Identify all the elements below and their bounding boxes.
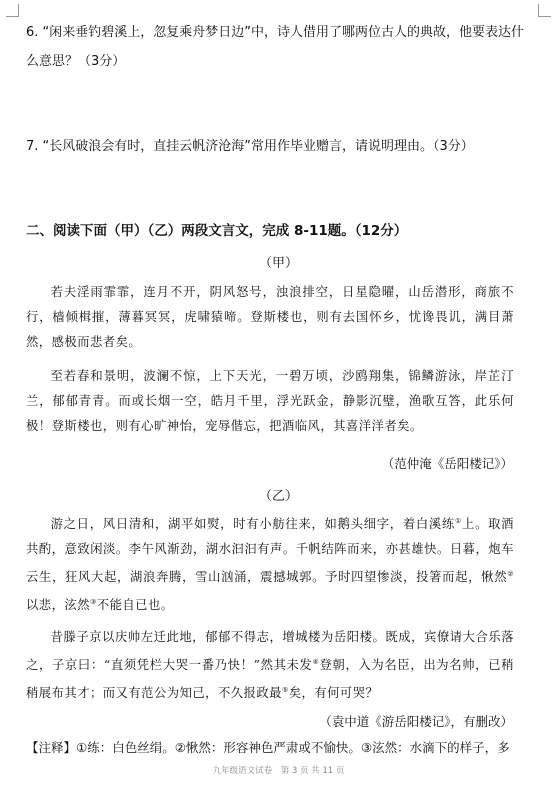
page-footer: 九年级语文试卷 第 3 页 共 11 页 — [212, 766, 345, 776]
yi-p2-text-c: 矣，有何可哭？ — [288, 686, 379, 701]
passage-yi-label: （乙） — [258, 489, 298, 504]
crop-mark-top-right — [538, 4, 551, 17]
passage-yi-paragraph-2 — [26, 625, 514, 706]
passage-yi-paragraph-1 — [26, 509, 514, 618]
passage-jia-label: （甲） — [258, 256, 298, 271]
yi-p1-text-b: 上。取酒共酌，意致闲淡。李午风渐劲，湖水汩汩有声。千帆结阵而来，亦甚雄快。日暮，炮车云生，狂风大起，湖浪奔腾，雪山汹涌，震撼城郭。予时四望惨淡，投箸而起，愀然 — [26, 517, 514, 585]
question-6: 6. “闲来垂钓碧溪上，忽复乘舟梦日边”中，诗人借用了哪两位古人的典故，他要表达什么意思？（3分） — [26, 25, 525, 69]
passage-yi-source: （袁中道《游岳阳楼记》，有删改） — [319, 714, 513, 729]
yi-p1-text-a: 游之日，风日清和，湖平如熨，时有小舫往来，如鹅头细字，着白溪练 — [50, 517, 456, 532]
annotations: 【注释】①练：白色丝绢。②愀然：形容神色严肃或不愉快。③泫然：水滴下的样子，多 — [26, 740, 510, 755]
footnote-marker-2: ② — [507, 570, 514, 579]
passage-jia-paragraph-2: 至若春和景明，波澜不惊，上下天光，一碧万顷，沙鸥翔集，锦鳞游泳，岸芷汀兰，郁郁青青。而或长烟一空，皓月千里，浮光跃金，静影沉璧，渔歌互答，此乐何极！登斯楼也，则有心旷神怡，宠辱偕忘，把酒临风，其喜洋洋者矣。 — [26, 369, 514, 433]
footnote-marker-4: ④ — [312, 658, 320, 666]
footnote-marker-3: ③ — [90, 598, 97, 607]
section-2-heading: 二、阅读下面（甲）（乙）两段文言文，完成 8-11题。（12分） — [26, 223, 408, 239]
passage-jia-paragraph-1: 若夫淫雨霏霏，连月不开，阴风怒号，浊浪排空，日星隐曜，山岳潜形，商旅不行，樯倾楫摧，薄暮冥冥，虎啸猿啼。登斯楼也，则有去国怀乡，忧谗畏讥，满目萧然，感极而悲者矣。 — [26, 285, 514, 349]
crop-mark-top-left — [6, 4, 19, 17]
passage-jia-source: （范仲淹《岳阳楼记》） — [381, 456, 513, 471]
yi-p1-text-d: 不能自已也。 — [96, 598, 174, 613]
footnote-marker-1: ① — [455, 517, 463, 525]
question-7: 7. “长风破浪会有时，直挂云帆济沧海”常用作毕业赠言，请说明理由。（3分） — [26, 139, 474, 154]
yi-p1-text-c: 以悲，泫然 — [26, 598, 90, 613]
footnote-marker-5: ⑤ — [281, 686, 289, 695]
yi-p2-text-b: 登朝，入为名臣，出为名帅，已稍稍展布其才；而又有范公为知己，不久报政最 — [26, 658, 514, 701]
yi-p2-text-a: 昔滕子京以庆帅左迁此地，郁郁不得志，增城楼为岳阳楼。既成，宾僚请大合乐落之，子京曰：“直须凭栏大哭一番乃快！”然其未发 — [26, 630, 514, 673]
